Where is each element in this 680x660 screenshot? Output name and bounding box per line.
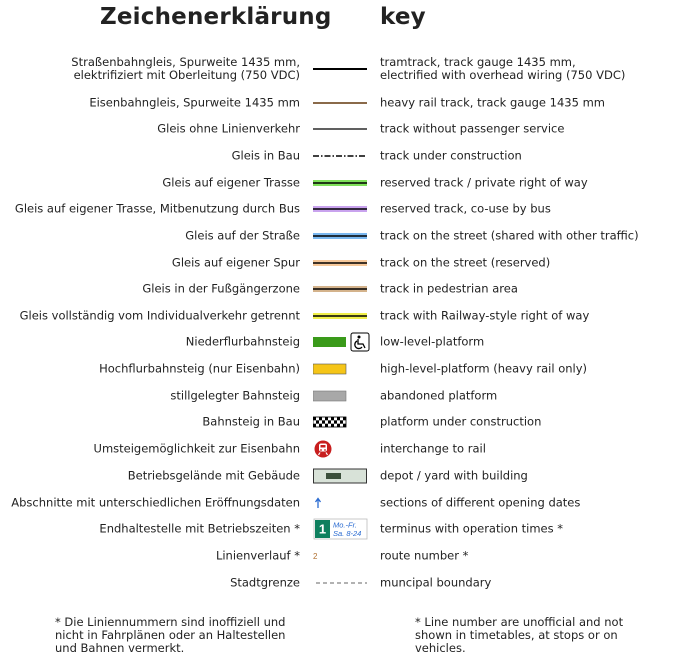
no-service-line-symbol [313,124,367,134]
legend-row [0,466,680,486]
legend-row [0,359,680,379]
legend-label-german: Gleis auf eigener Trasse [162,175,300,190]
footnote-german-text: * Die Liniennummern sind inoffiziell und nicht in Fahrplänen oder an Haltestellen und Bahnen vermerkt. [55,615,286,655]
legend-row [0,199,680,219]
legend-label-german: Eisenbahngleis, Spurweite 1435 mm [89,95,300,110]
legend-label-german: Gleis vollständig vom Individualverkehr getrennt [19,308,300,323]
legend-label-german: Abschnitte mit unterschiedlichen Eröffnungsdaten [11,495,300,510]
opening-marker-symbol [313,496,367,510]
reserved-track-line-symbol [313,178,367,188]
footnote-english [415,616,655,655]
legend-label-english: tramtrack, track gauge 1435 mm, electrified with overhead wiring (750 VDC) [380,55,626,82]
legend-label-german: stillgelegter Bahnsteig [170,388,300,403]
low-platform-symbol [313,332,367,352]
legend-label-german: Gleis auf eigener Spur [171,255,300,270]
footnote-german [55,616,295,655]
legend-label-english: muncipal boundary [380,575,492,590]
legend-label-english: track with Railway-style right of way [380,308,590,323]
legend-row [0,306,680,326]
legend-label-german: Linienverlauf * [215,548,300,563]
legend-label-german: Gleis auf eigener Trasse, Mitbenutzung durch Bus [14,201,300,216]
legend-label-english: platform under construction [380,414,542,429]
legend-label-english: depot / yard with building [380,468,528,483]
legend-label-german: Gleis in der Fußgängerzone [142,281,300,296]
boundary-symbol [313,578,367,588]
legend-row [0,279,680,299]
legend-label-german: Stadtgrenze [230,575,300,590]
legend-label-german: Niederflurbahnsteig [185,334,300,349]
legend-label-english: track in pedestrian area [380,281,518,296]
route-number-symbol [313,549,367,563]
legend-label-english: track under construction [380,148,522,163]
legend-label-english: route number * [380,548,469,563]
legend-label-german: Umsteigemöglichkeit zur Eisenbahn [93,441,300,456]
tram-track-line-symbol [313,64,367,74]
legend-label-english: reserved track, co-use by bus [380,201,551,216]
title-english: key [380,4,426,30]
legend-label-english: high-level-platform (heavy rail only) [380,361,588,376]
legend-label-german: Endhaltestelle mit Betriebszeiten * [99,521,300,536]
bus-shared-line-symbol [313,204,367,214]
title-german: Zeichenerklärung [100,4,332,30]
rail-interchange-symbol [313,439,367,459]
terminus-symbol [313,518,367,540]
heavy-rail-line-symbol [313,98,367,108]
legend-label-english: track on the street (reserved) [380,255,551,270]
abandoned-platform-symbol [313,389,367,403]
legend-row [0,412,680,432]
legend-label-german: Bahnsteig in Bau [202,414,300,429]
legend-row [0,493,680,513]
high-platform-symbol [313,362,367,376]
legend-label-german: Betriebsgelände mit Gebäude [127,468,300,483]
legend-label-english: abandoned platform [380,388,498,403]
legend-label-english: interchange to rail [380,441,486,456]
legend-label-english: heavy rail track, track gauge 1435 mm [380,95,605,110]
legend-label-english: low-level-platform [380,334,485,349]
legend-row [0,146,680,166]
legend-label-english: terminus with operation times * [380,521,564,536]
legend-label-german: Straßenbahngleis, Spurweite 1435 mm, elektrifiziert mit Oberleitung (750 VDC) [71,55,300,82]
route-number-label: 2 [313,552,318,561]
legend-label-german: Gleis auf der Straße [185,228,300,243]
footnote-english-text: * Line number are unofficial and not shown in timetables, at stops or on vehicles. [415,615,624,655]
depot-symbol [313,468,367,484]
street-line-symbol [313,231,367,241]
legend-row [0,173,680,193]
own-lane-line-symbol [313,258,367,268]
legend-row [0,119,680,139]
legend-row [0,439,680,459]
legend-row [0,54,680,84]
legend-row [0,573,680,593]
legend-row [0,546,680,566]
construction-platform-symbol [313,415,367,429]
separated-line-symbol [313,311,367,321]
legend-label-english: track on the street (shared with other traffic) [380,228,639,243]
legend-label-english: track without passenger service [380,121,565,136]
legend-row [0,332,680,352]
legend-row [0,226,680,246]
terminus-number: 1 [318,521,327,537]
terminus-times-weekday: Mo.-Fr. [333,520,357,530]
legend-label-german: Hochflurbahnsteig (nur Eisenbahn) [99,361,300,376]
legend-label-english: sections of different opening dates [380,495,581,510]
legend-row [0,517,680,541]
terminus-times-saturday: Sa. 8-24 [333,529,362,538]
pedestrian-line-symbol [313,284,367,294]
legend-label-english: reserved track / private right of way [380,175,588,190]
legend-label-german: Gleis ohne Linienverkehr [157,121,300,136]
construction-line-symbol [313,151,367,161]
legend-label-german: Gleis in Bau [231,148,300,163]
legend-row [0,93,680,113]
legend-row [0,253,680,273]
legend-row [0,386,680,406]
